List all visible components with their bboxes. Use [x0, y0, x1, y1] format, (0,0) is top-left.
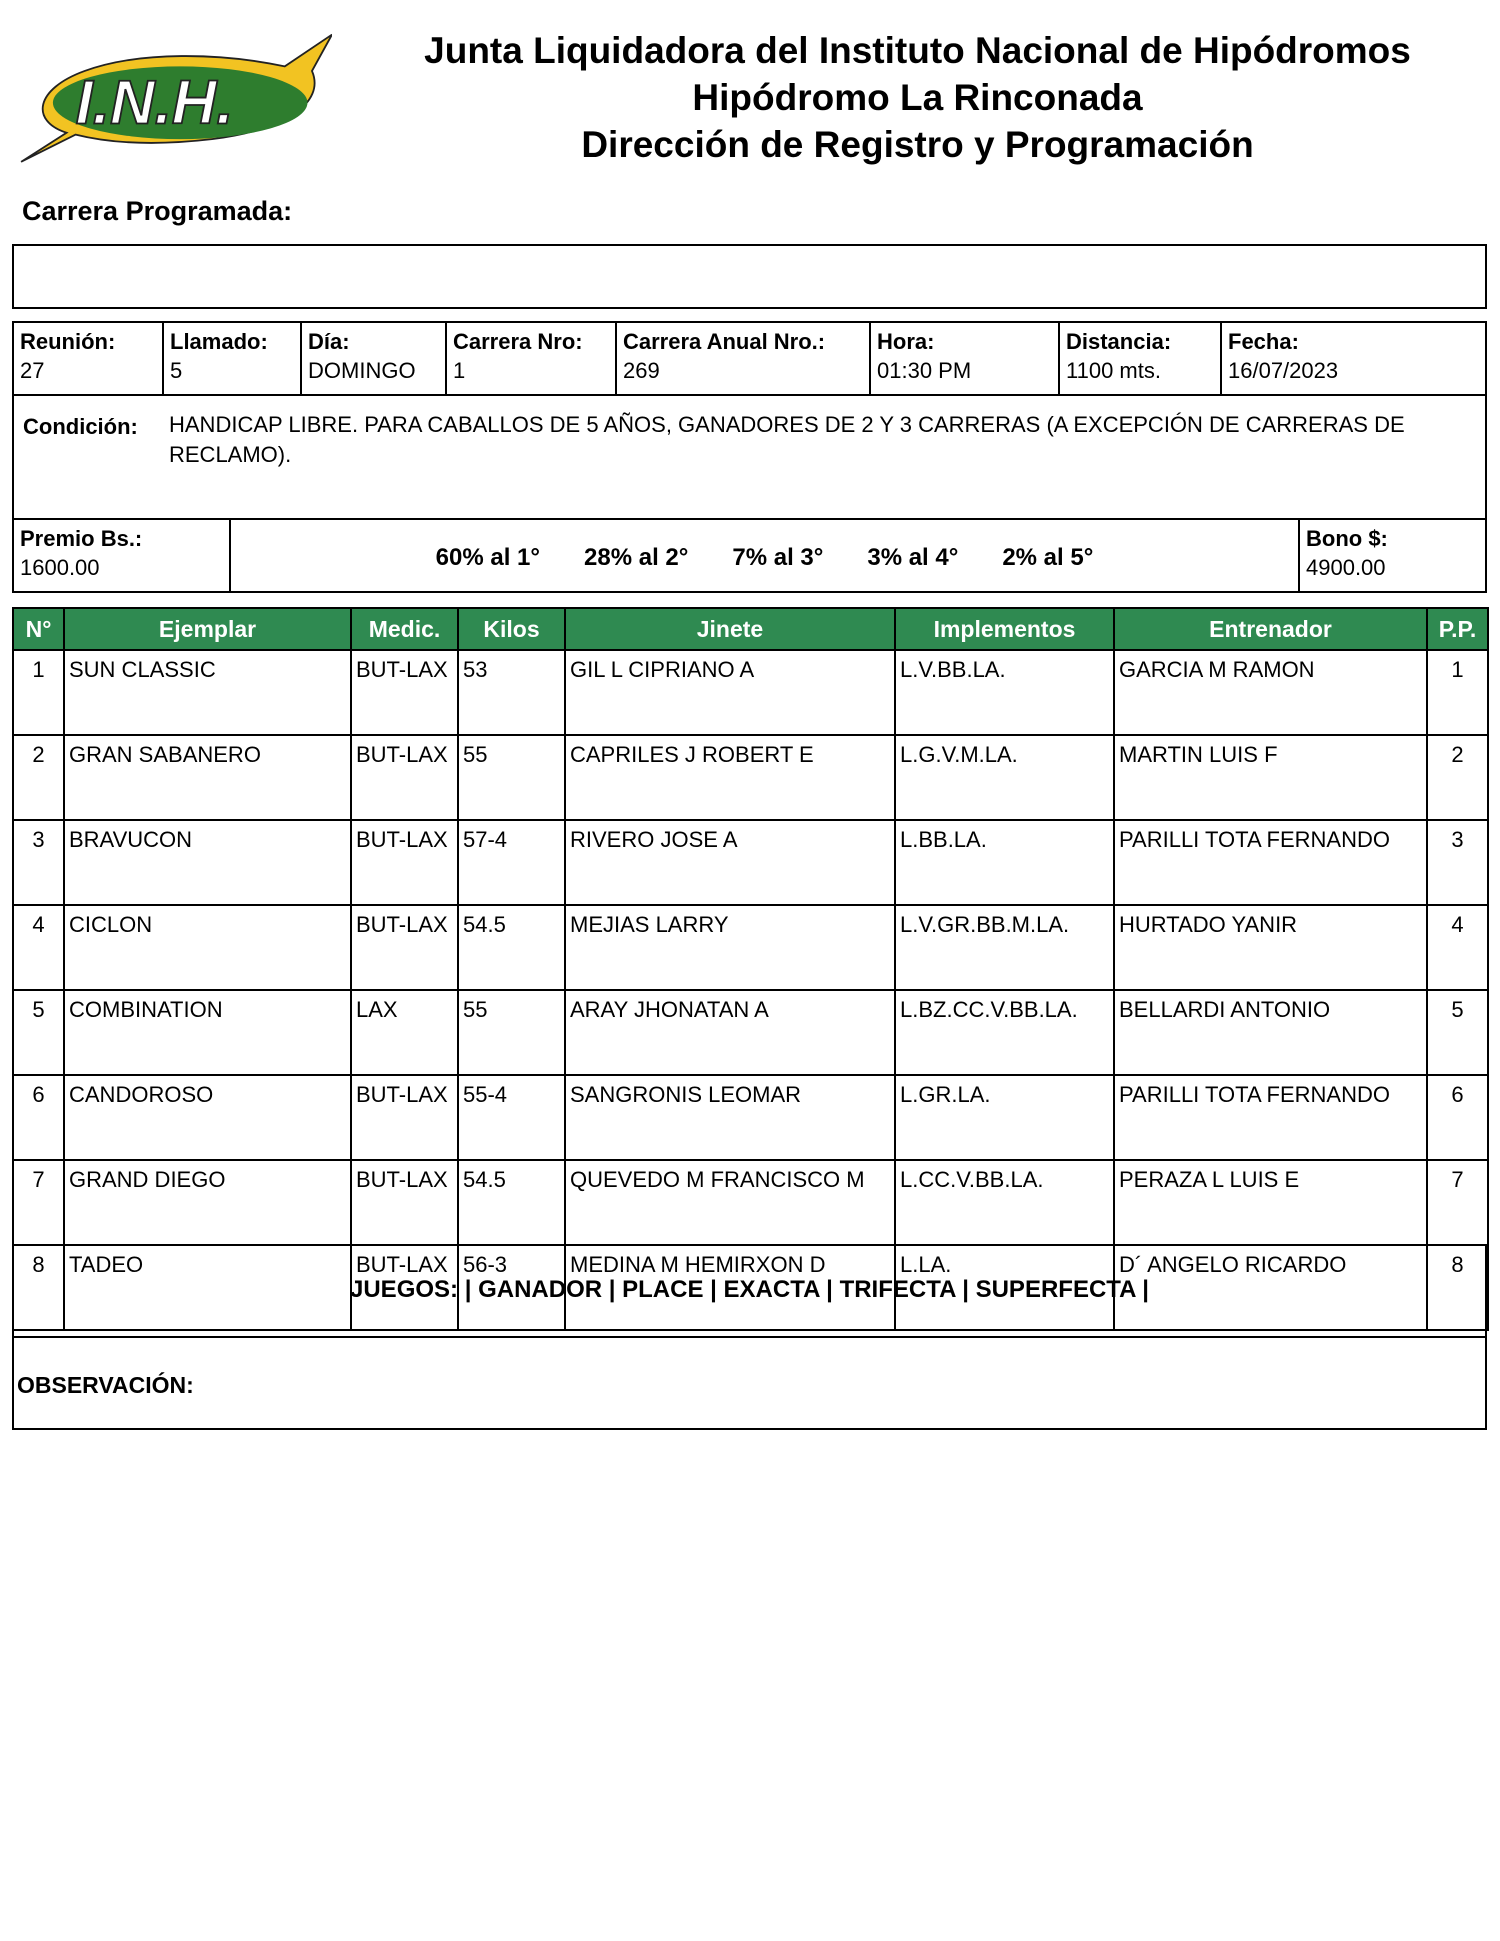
table-row [13, 735, 1488, 820]
svg-text:I.N.H.: I.N.H. [75, 68, 234, 138]
cell-kilos: 55 [458, 735, 565, 820]
info-carrera-anual [617, 323, 871, 394]
cell-jinete: MEJIAS LARRY [565, 905, 895, 990]
bono-cell [1300, 520, 1485, 591]
cell-jinete: RIVERO JOSE A [565, 820, 895, 905]
cell-kilos: 56-3 [458, 1245, 565, 1330]
table-row [13, 1075, 1488, 1160]
info-value: DOMINGO [308, 358, 416, 383]
cell-pp: 7 [1427, 1160, 1488, 1245]
premio-row [12, 518, 1487, 593]
cell-implementos: L.G.V.M.LA. [895, 735, 1114, 820]
cell-implementos: L.V.GR.BB.M.LA. [895, 905, 1114, 990]
cell-entrenador: GARCIA M RAMON [1114, 650, 1427, 735]
info-value: 5 [170, 358, 183, 383]
cell-ejemplar: CICLON [64, 905, 351, 990]
cell-jinete: SANGRONIS LEOMAR [565, 1075, 895, 1160]
cell-no: 6 [13, 1075, 64, 1160]
premio-split: 28% al 2° [584, 543, 689, 571]
race-info-row [12, 321, 1487, 396]
cell-pp: 5 [1427, 990, 1488, 1075]
premio-split: 60% al 1° [435, 543, 541, 571]
premio-split: 7% al 3° [732, 543, 824, 571]
info-label: Carrera Anual Nro.: [623, 329, 826, 354]
cell-pp: 6 [1427, 1075, 1488, 1160]
col-header: Entrenador [1114, 608, 1427, 650]
entries-table [12, 607, 1489, 1331]
info-label: Hora: [877, 329, 935, 354]
cell-implementos: L.GR.LA. [895, 1075, 1114, 1160]
cell-no: 8 [13, 1245, 64, 1330]
header-line3: Dirección de Registro y Programación [581, 124, 1254, 165]
bono-label: Bono $: [1306, 526, 1388, 551]
cell-pp: 1 [1427, 650, 1488, 735]
cell-jinete: ARAY JHONATAN A [565, 990, 895, 1075]
cell-jinete: QUEVEDO M FRANCISCO M [565, 1160, 895, 1245]
cell-jinete: MEDINA M HEMIRXON D [565, 1245, 895, 1330]
info-value: 01:30 PM [877, 358, 972, 383]
cell-no: 5 [13, 990, 64, 1075]
cell-entrenador: PARILLI TOTA FERNANDO [1114, 820, 1427, 905]
info-value: 16/07/2023 [1228, 358, 1339, 383]
col-header: P.P. [1427, 608, 1488, 650]
cell-implementos: L.V.BB.LA. [895, 650, 1114, 735]
cell-kilos: 54.5 [458, 1160, 565, 1245]
observacion-label: OBSERVACIÓN: [17, 1372, 194, 1398]
cell-entrenador: D´ ANGELO RICARDO [1114, 1245, 1427, 1330]
cell-no: 3 [13, 820, 64, 905]
cell-no: 1 [13, 650, 64, 735]
info-label: Llamado: [170, 329, 268, 354]
table-row [13, 905, 1488, 990]
premio-label: Premio Bs.: [20, 526, 143, 551]
cell-ejemplar: GRAND DIEGO [64, 1160, 351, 1245]
table-row [13, 650, 1488, 735]
cell-medic: BUT-LAX [351, 820, 458, 905]
cell-ejemplar: SUN CLASSIC [64, 650, 351, 735]
cell-ejemplar: GRAN SABANERO [64, 735, 351, 820]
table-row [13, 820, 1488, 905]
info-value: 1 [453, 358, 466, 383]
carrera-programada-label: Carrera Programada: [22, 196, 293, 226]
info-hora [871, 323, 1060, 394]
cell-pp: 2 [1427, 735, 1488, 820]
col-header: N° [13, 608, 64, 650]
table-row [13, 1160, 1488, 1245]
cell-medic: LAX [351, 990, 458, 1075]
info-value: 269 [623, 358, 660, 383]
info-reunion [14, 323, 164, 394]
cell-entrenador: PARILLI TOTA FERNANDO [1114, 1075, 1427, 1160]
info-dia [302, 323, 447, 394]
col-header: Implementos [895, 608, 1114, 650]
bono-value: 4900.00 [1306, 555, 1386, 580]
cell-pp: 3 [1427, 820, 1488, 905]
juegos-text: JUEGOS: | GANADOR | PLACE | EXACTA | TRIFECTA | SUPERFECTA | [350, 1276, 1149, 1303]
cell-jinete: GIL L CIPRIANO A [565, 650, 895, 735]
col-header: Ejemplar [64, 608, 351, 650]
cell-kilos: 53 [458, 650, 565, 735]
info-label: Fecha: [1228, 329, 1299, 354]
condicion-label: Condición: [23, 414, 138, 439]
cell-kilos: 54.5 [458, 905, 565, 990]
cell-no: 4 [13, 905, 64, 990]
cell-no: 2 [13, 735, 64, 820]
cell-implementos: L.BB.LA. [895, 820, 1114, 905]
info-fecha [1222, 323, 1485, 394]
cell-jinete: CAPRILES J ROBERT E [565, 735, 895, 820]
info-label: Reunión: [20, 329, 116, 354]
carrera-programada-box [12, 244, 1487, 309]
cell-entrenador: PERAZA L LUIS E [1114, 1160, 1427, 1245]
col-header: Medic. [351, 608, 458, 650]
info-value: 1100 mts. [1066, 358, 1161, 383]
inh-logo [12, 28, 332, 173]
info-value: 27 [20, 358, 45, 383]
cell-pp: 4 [1427, 905, 1488, 990]
cell-entrenador: BELLARDI ANTONIO [1114, 990, 1427, 1075]
cell-ejemplar: COMBINATION [64, 990, 351, 1075]
observacion-box [12, 1336, 1487, 1430]
premio-split: 3% al 4° [867, 543, 959, 571]
info-label: Día: [308, 329, 350, 354]
cell-ejemplar: BRAVUCON [64, 820, 351, 905]
cell-medic: BUT-LAX [351, 735, 458, 820]
premio-split: 2% al 5° [1002, 543, 1094, 571]
cell-implementos: L.LA. [895, 1245, 1114, 1330]
table-row [13, 990, 1488, 1075]
juegos-box [12, 1244, 1487, 1338]
premio-value: 1600.00 [20, 555, 100, 580]
cell-ejemplar: TADEO [64, 1245, 351, 1330]
info-label: Distancia: [1066, 329, 1172, 354]
cell-pp: 8 [1427, 1245, 1488, 1330]
cell-implementos: L.CC.V.BB.LA. [895, 1160, 1114, 1245]
info-carrera-nro [447, 323, 617, 394]
cell-entrenador: MARTIN LUIS F [1114, 735, 1427, 820]
cell-no: 7 [13, 1160, 64, 1245]
info-llamado [164, 323, 302, 394]
header-line2: Hipódromo La Rinconada [692, 77, 1143, 118]
cell-ejemplar: CANDOROSO [64, 1075, 351, 1160]
cell-medic: BUT-LAX [351, 650, 458, 735]
cell-medic: BUT-LAX [351, 905, 458, 990]
condicion-box [12, 394, 1487, 520]
cell-kilos: 57-4 [458, 820, 565, 905]
cell-implementos: L.BZ.CC.V.BB.LA. [895, 990, 1114, 1075]
premio-cell [14, 520, 231, 591]
premio-splits [231, 520, 1300, 591]
header-line1: Junta Liquidadora del Instituto Nacional de Hipódromos [424, 30, 1411, 71]
table-header-row [13, 608, 1488, 650]
info-distancia [1060, 323, 1222, 394]
cell-entrenador: HURTADO YANIR [1114, 905, 1427, 990]
condicion-text: HANDICAP LIBRE. PARA CABALLOS DE 5 AÑOS, GANADORES DE 2 Y 3 CARRERAS (A EXCEPCIÓN DE CARRERAS DE RECLAMO). [169, 412, 1405, 467]
cell-kilos: 55-4 [458, 1075, 565, 1160]
col-header: Kilos [458, 608, 565, 650]
col-header: Jinete [565, 608, 895, 650]
cell-medic: BUT-LAX [351, 1160, 458, 1245]
cell-kilos: 55 [458, 990, 565, 1075]
info-label: Carrera Nro: [453, 329, 583, 354]
cell-medic: BUT-LAX [351, 1245, 458, 1330]
cell-medic: BUT-LAX [351, 1075, 458, 1160]
